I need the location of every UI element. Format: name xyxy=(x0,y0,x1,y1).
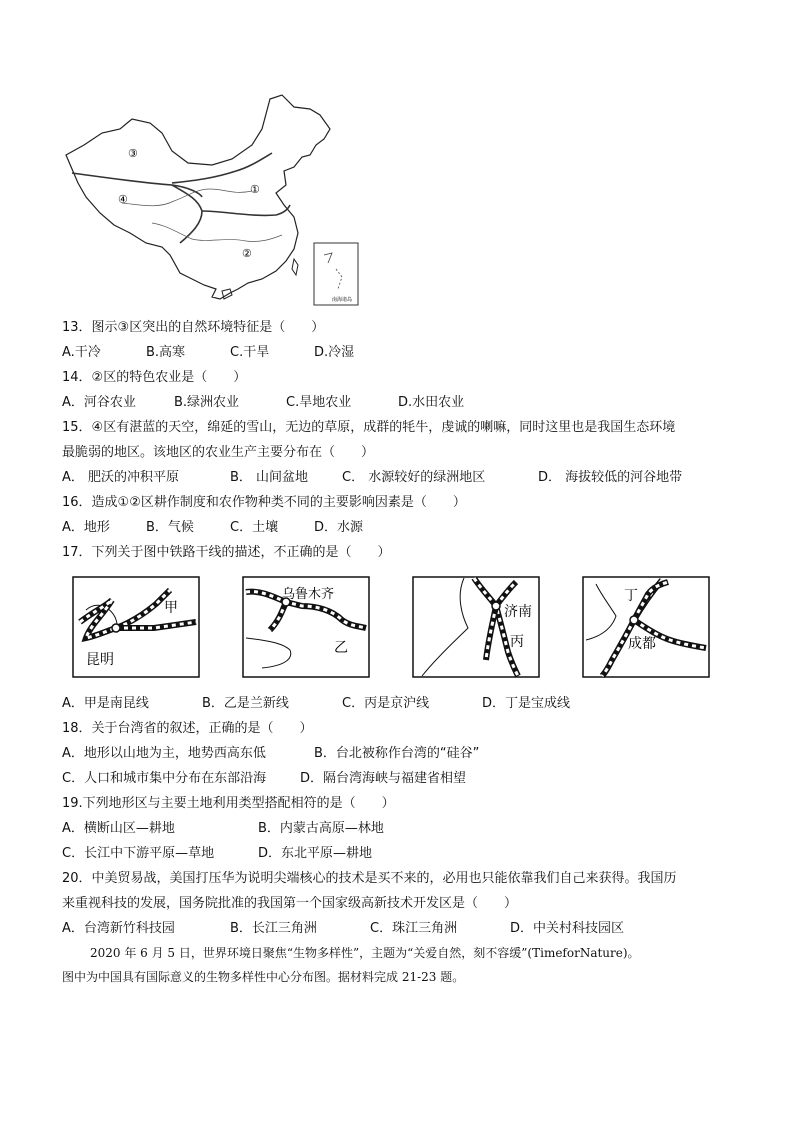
q19-option-b[interactable]: B．内蒙古高原—林地 xyxy=(258,821,384,836)
q17-stem: 17．下列关于图中铁路干线的描述，不正确的是（ ） xyxy=(62,545,391,560)
rail-label-jinan: 济南 xyxy=(504,604,532,620)
q15-option-c[interactable]: C． 水源较好的绿洲地区 xyxy=(342,470,486,485)
q18-option-b[interactable]: B．台北被称作台湾的“硅谷” xyxy=(314,746,480,761)
rail-map-chengdu xyxy=(582,576,710,678)
q19-option-c[interactable]: C．长江中下游平原—草地 xyxy=(62,846,215,861)
q16-option-b[interactable]: B．气候 xyxy=(146,520,194,535)
china-map-svg xyxy=(62,93,368,308)
rail-label-bing: 丙 xyxy=(510,634,524,650)
q14-stem: 14．②区的特色农业是（ ） xyxy=(62,370,247,385)
q15-stem-line2: 最脆弱的地区。该地区的农业生产主要分布在（ ） xyxy=(62,445,375,460)
river xyxy=(152,223,282,242)
q20-option-d[interactable]: D．中关村科技园区 xyxy=(510,921,625,936)
q15-option-a[interactable]: A． 肥沃的冲积平原 xyxy=(62,470,180,485)
rail-label-urumqi: 乌鲁木齐 xyxy=(282,587,335,602)
q18-option-c[interactable]: C．人口和城市集中分布在东部沿海 xyxy=(62,771,267,786)
q15-option-d[interactable]: D． 海拔较低的河谷地带 xyxy=(538,470,683,485)
station-dot xyxy=(630,616,638,624)
region-2-label: ② xyxy=(242,247,252,260)
q13-stem: 13．图示③区突出的自然环境特征是（ ） xyxy=(62,320,325,335)
q15-option-b[interactable]: B． 山间盆地 xyxy=(230,470,309,485)
q20-option-a[interactable]: A．台湾新竹科技园 xyxy=(62,921,175,936)
q14-option-a[interactable]: A．河谷农业 xyxy=(62,395,136,410)
q17-option-b[interactable]: B．乙是兰新线 xyxy=(202,696,289,711)
rail-label-chengdu: 成都 xyxy=(628,636,656,652)
boundary-1-north xyxy=(172,153,272,183)
q20-stem-line1: 20．中美贸易战，美国打压华为说明尖端核心的技术是买不来的，必用也只能依靠我们自己来获得。我国历 xyxy=(62,871,677,886)
q18-option-d[interactable]: D．隔台湾海峡与福建省相望 xyxy=(300,771,467,786)
river xyxy=(122,189,252,206)
q18-stem: 18．关于台湾省的叙述，正确的是（ ） xyxy=(62,721,313,736)
q16-option-d[interactable]: D．水源 xyxy=(314,520,364,535)
q13-option-c[interactable]: C.干旱 xyxy=(230,345,270,360)
station-dot xyxy=(492,602,500,610)
q19-stem: 19.下列地形区与主要土地利用类型搭配相符的是（ ） xyxy=(62,796,395,811)
south-sea-inset xyxy=(314,243,358,305)
q14-option-c[interactable]: C.旱地农业 xyxy=(286,395,352,410)
rail-map-urumqi xyxy=(242,576,370,678)
q17-option-c[interactable]: C．丙是京沪线 xyxy=(342,696,430,711)
q18-option-a[interactable]: A．地形以山地为主，地势西高东低 xyxy=(62,746,266,761)
rail-label-kunming: 昆明 xyxy=(86,652,114,668)
q15-stem-line1: 15．④区有湛蓝的天空，绵延的雪山，无边的草原，成群的牦牛，虔诚的喇嘛，同时这里也是我国生态环境 xyxy=(62,420,676,435)
china-outline xyxy=(66,95,330,299)
q20-option-c[interactable]: C．珠江三角洲 xyxy=(370,921,458,936)
rail-label-ding: 丁 xyxy=(624,588,638,604)
q16-option-c[interactable]: C．土壤 xyxy=(230,520,279,535)
rail-map-kunming xyxy=(72,576,200,678)
q16-option-a[interactable]: A．地形 xyxy=(62,520,110,535)
region-1-label: ① xyxy=(250,183,260,196)
q20-option-b[interactable]: B．长江三角洲 xyxy=(230,921,317,936)
station-dot xyxy=(112,624,120,632)
q17-option-d[interactable]: D．丁是宝成线 xyxy=(482,696,571,711)
q16-stem: 16．造成①②区耕作制度和农作物种类不同的主要影响因素是（ ） xyxy=(62,495,466,510)
q13-option-b[interactable]: B.高寒 xyxy=(146,345,186,360)
rail-label-jia: 甲 xyxy=(164,600,178,616)
hainan-island xyxy=(222,289,232,299)
boundary-1-2 xyxy=(202,205,290,215)
q14-option-d[interactable]: D.水田农业 xyxy=(398,395,465,410)
taiwan-island xyxy=(292,259,298,275)
material-line2: 图中为中国具有国际意义的生物多样性中心分布图。据材料完成 21-23 题。 xyxy=(62,970,465,984)
q14-option-b[interactable]: B.绿洲农业 xyxy=(174,395,240,410)
boundary-3-4 xyxy=(72,173,202,197)
q19-option-d[interactable]: D．东北平原—耕地 xyxy=(258,846,373,861)
q13-option-d[interactable]: D.冷湿 xyxy=(314,345,355,360)
rail-label-yi: 乙 xyxy=(334,640,348,656)
material-line1: 2020 年 6 月 5 日，世界环境日聚焦“生物多样性”，主题为“关爱自然，刻不容缓”(TimeforNature)。 xyxy=(90,946,640,960)
rail-map-jinan xyxy=(412,576,540,678)
region-3-label: ③ xyxy=(128,147,138,160)
q20-stem-line2: 来重视科技的发展，国务院批准的我国第一个国家级高新技术开发区是（ ） xyxy=(62,896,518,911)
region-4-label: ④ xyxy=(118,193,128,206)
q13-option-a[interactable]: A.干冷 xyxy=(62,345,101,360)
q19-option-a[interactable]: A．横断山区—耕地 xyxy=(62,821,175,836)
inset-label: 南海诸岛 xyxy=(332,297,353,303)
q17-option-a[interactable]: A．甲是南昆线 xyxy=(62,696,149,711)
china-region-map xyxy=(62,93,368,308)
